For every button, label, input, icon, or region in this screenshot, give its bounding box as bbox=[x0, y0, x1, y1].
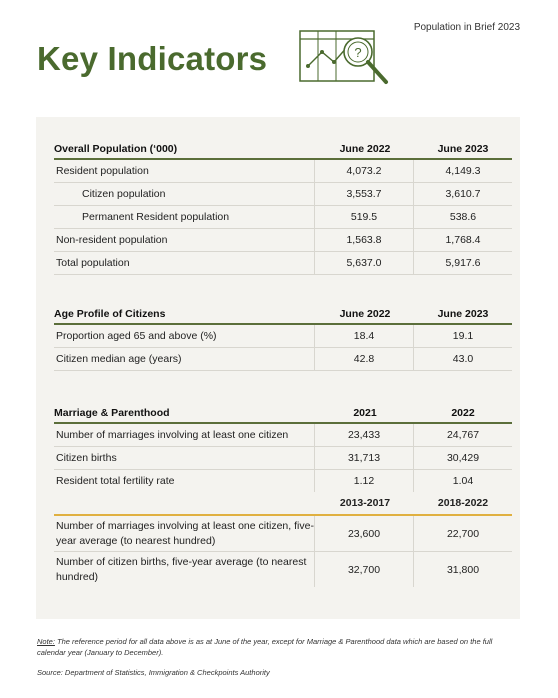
row-label: Resident population bbox=[56, 164, 149, 177]
column-header: 2022 bbox=[451, 407, 475, 419]
row-value: 1,768.4 bbox=[413, 229, 512, 251]
row-value: 1.04 bbox=[413, 470, 512, 492]
marriage-parenthood-section bbox=[54, 397, 512, 587]
row-label: Number of marriages involving at least one citizen, five-year average (to nearest hundred) bbox=[56, 520, 314, 547]
section-title: Age Profile of Citizens bbox=[54, 308, 166, 320]
row-value: 24,767 bbox=[413, 424, 512, 446]
table-row bbox=[54, 160, 512, 183]
row-value: 519.5 bbox=[314, 206, 413, 228]
row-value: 1,563.8 bbox=[314, 229, 413, 251]
row-value: 43.0 bbox=[413, 348, 512, 370]
table-row bbox=[54, 470, 512, 492]
row-label: Citizen births bbox=[56, 451, 117, 464]
column-header: June 2023 bbox=[437, 143, 489, 155]
footnote-text: The reference period for all data above is as at June of the year, except for Marriage & Parenthood data which are based on the full calendar year (January to December). bbox=[37, 637, 493, 657]
row-value: 22,700 bbox=[413, 516, 512, 551]
row-value: 4,073.2 bbox=[314, 160, 413, 182]
row-value: 5,917.6 bbox=[413, 252, 512, 274]
column-header: 2018-2022 bbox=[437, 497, 489, 509]
row-label: Number of citizen births, five-year average (to nearest hundred) bbox=[56, 556, 307, 583]
row-label: Number of marriages involving at least one citizen bbox=[56, 428, 289, 441]
row-value: 3,553.7 bbox=[314, 183, 413, 205]
section-title: Marriage & Parenthood bbox=[54, 407, 170, 419]
row-value: 23,433 bbox=[314, 424, 413, 446]
section-title: Overall Population (‘000) bbox=[54, 143, 178, 155]
row-value: 5,637.0 bbox=[314, 252, 413, 274]
row-value: 18.4 bbox=[314, 325, 413, 347]
svg-text:?: ? bbox=[354, 45, 362, 60]
column-header: 2021 bbox=[353, 407, 377, 419]
row-label: Permanent Resident population bbox=[82, 210, 230, 223]
table-row bbox=[54, 252, 512, 275]
table-row bbox=[54, 516, 512, 552]
row-value: 3,610.7 bbox=[413, 183, 512, 205]
row-label: Non-resident population bbox=[56, 233, 168, 246]
row-value: 4,149.3 bbox=[413, 160, 512, 182]
row-label: Proportion aged 65 and above (%) bbox=[56, 329, 217, 342]
column-header: June 2022 bbox=[339, 143, 391, 155]
row-value: 31,800 bbox=[413, 552, 512, 587]
row-value: 42.8 bbox=[314, 348, 413, 370]
table-row bbox=[54, 183, 512, 206]
table-row bbox=[54, 447, 512, 470]
overall-population-section bbox=[54, 133, 512, 275]
source-note: Source: Department of Statistics, Immigration & Checkpoints Authority bbox=[37, 668, 270, 677]
row-value: 31,713 bbox=[314, 447, 413, 469]
report-tag: Population in Brief 2023 bbox=[413, 22, 520, 33]
column-header: 2013-2017 bbox=[339, 497, 391, 509]
row-value: 19.1 bbox=[413, 325, 512, 347]
column-header: June 2023 bbox=[437, 308, 489, 320]
table-row bbox=[54, 424, 512, 447]
table-row bbox=[54, 206, 512, 229]
footnote-label: Note: bbox=[37, 637, 55, 646]
row-value: 538.6 bbox=[413, 206, 512, 228]
table-row bbox=[54, 552, 512, 587]
chart-magnifier-icon bbox=[298, 28, 394, 90]
row-label: Citizen median age (years) bbox=[56, 352, 182, 365]
row-label: Total population bbox=[56, 256, 130, 269]
row-label: Resident total fertility rate bbox=[56, 474, 175, 487]
footnote bbox=[37, 637, 517, 658]
column-header: June 2022 bbox=[339, 308, 391, 320]
table-row bbox=[54, 229, 512, 252]
table-row bbox=[54, 348, 512, 371]
row-label: Citizen population bbox=[82, 187, 166, 200]
row-value: 1.12 bbox=[314, 470, 413, 492]
age-profile-section bbox=[54, 298, 512, 371]
row-value: 23,600 bbox=[314, 516, 413, 551]
period-header bbox=[54, 492, 512, 514]
page-title: Key Indicators bbox=[37, 40, 268, 77]
row-value: 32,700 bbox=[314, 552, 413, 587]
key-indicators-panel bbox=[36, 117, 520, 619]
row-value: 30,429 bbox=[413, 447, 512, 469]
table-row bbox=[54, 325, 512, 348]
